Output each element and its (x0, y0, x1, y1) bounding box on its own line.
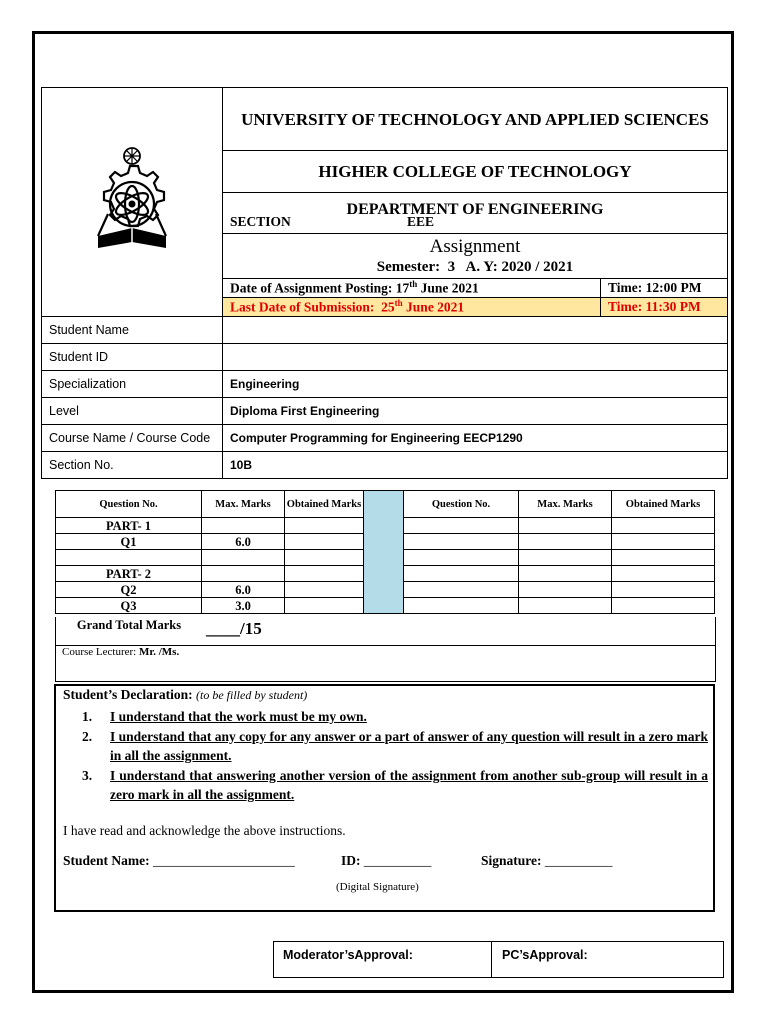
submission-date: Last Date of Submission: 25th June 2021 (223, 298, 601, 317)
obtained-cell[interactable] (285, 566, 364, 582)
obtained-cell[interactable] (612, 518, 715, 534)
grand-total-value: ____/15 (206, 619, 262, 638)
info-row: Student ID (42, 344, 728, 371)
specialization-value: Engineering (223, 371, 728, 398)
obtained-cell[interactable] (285, 550, 364, 566)
acknowledge-text: I have read and acknowledge the above instructions. (63, 823, 346, 838)
section-label: SECTION (230, 214, 291, 229)
student-name-field[interactable] (223, 317, 728, 344)
logo-cell (42, 88, 223, 317)
info-row: Student Name (42, 317, 728, 344)
assignment-header-table (41, 87, 728, 479)
approval-box (273, 941, 724, 978)
info-row: Level Diploma First Engineering (42, 398, 728, 425)
doc-title: Assignment (429, 235, 521, 257)
table-row: PART- 2 (56, 566, 715, 582)
signature-field[interactable]: Signature: __________ (481, 853, 613, 868)
grand-total-row (55, 617, 716, 646)
student-name-sign[interactable]: Student Name: _____________________ (63, 853, 295, 868)
college-emblem-icon (84, 144, 180, 256)
section-no-value: 10B (223, 452, 728, 479)
declaration-list (82, 707, 708, 805)
student-id-field[interactable] (223, 344, 728, 371)
table-row: PART- 1 (56, 518, 715, 534)
pc-approval[interactable]: PC’sApproval: (502, 948, 588, 962)
semester-line: Semester: 3 A. Y: 2020 / 2021 (376, 258, 574, 275)
table-row: Q2 6.0 (56, 582, 715, 598)
marks-table (55, 490, 715, 614)
university-name: UNIVERSITY OF TECHNOLOGY AND APPLIED SCIENCES (223, 88, 728, 151)
declaration-item: 1. I understand that the work must be my own. (82, 709, 367, 724)
declaration-item: 2. I understand that any copy for any answer or a part of answer of any question will result in a zero mark in all the assignment. (82, 728, 708, 763)
obtained-cell[interactable] (612, 550, 715, 566)
obtained-cell[interactable] (612, 598, 715, 614)
department-name: DEPARTMENT OF ENGINEERING (346, 201, 604, 218)
posting-time: Time: 12:00 PM (601, 279, 728, 298)
info-row: Course Name / Course Code Computer Programming for Engineering EECP1290 (42, 425, 728, 452)
obtained-cell[interactable] (285, 534, 364, 550)
section-value: EEE (407, 214, 435, 229)
posting-date: Date of Assignment Posting: 17th June 2021 (223, 279, 601, 298)
obtained-cell[interactable] (285, 582, 364, 598)
grand-total-label: Grand Total Marks (76, 618, 182, 632)
marks-header-row: Question No. Max. Marks Obtained Marks Question No. Max. Marks Obtained Marks (56, 491, 715, 518)
course-value: Computer Programming for Engineering EECP1290 (223, 425, 728, 452)
submission-time: Time: 11:30 PM (601, 298, 728, 317)
department-cell (223, 193, 728, 234)
title-cell (223, 234, 728, 279)
obtained-cell[interactable] (612, 566, 715, 582)
level-value: Diploma First Engineering (223, 398, 728, 425)
id-sign[interactable]: ID: __________ (341, 853, 432, 868)
lecturer-row (55, 645, 716, 682)
table-row: Q1 6.0 (56, 534, 715, 550)
declaration-box (54, 684, 715, 912)
obtained-cell[interactable] (612, 534, 715, 550)
obtained-cell[interactable] (285, 518, 364, 534)
obtained-cell[interactable] (612, 582, 715, 598)
table-row: Q3 3.0 (56, 598, 715, 614)
declaration-item: 3. I understand that answering another version of the assignment from another sub-group will result in a zero mark in all the assignment. (82, 767, 708, 802)
lecturer-line: Course Lecturer: Mr. /Ms. (62, 646, 180, 658)
divider-column (364, 491, 404, 614)
digital-signature-note: (Digital Signature) (336, 881, 419, 893)
info-row: Specialization Engineering (42, 371, 728, 398)
declaration-title: Student’s Declaration: (to be filled by student) (63, 687, 308, 702)
obtained-cell[interactable] (285, 598, 364, 614)
moderator-approval[interactable]: Moderator’sApproval: (274, 942, 492, 977)
college-name: HIGHER COLLEGE OF TECHNOLOGY (223, 151, 728, 193)
info-row: Section No. 10B (42, 452, 728, 479)
